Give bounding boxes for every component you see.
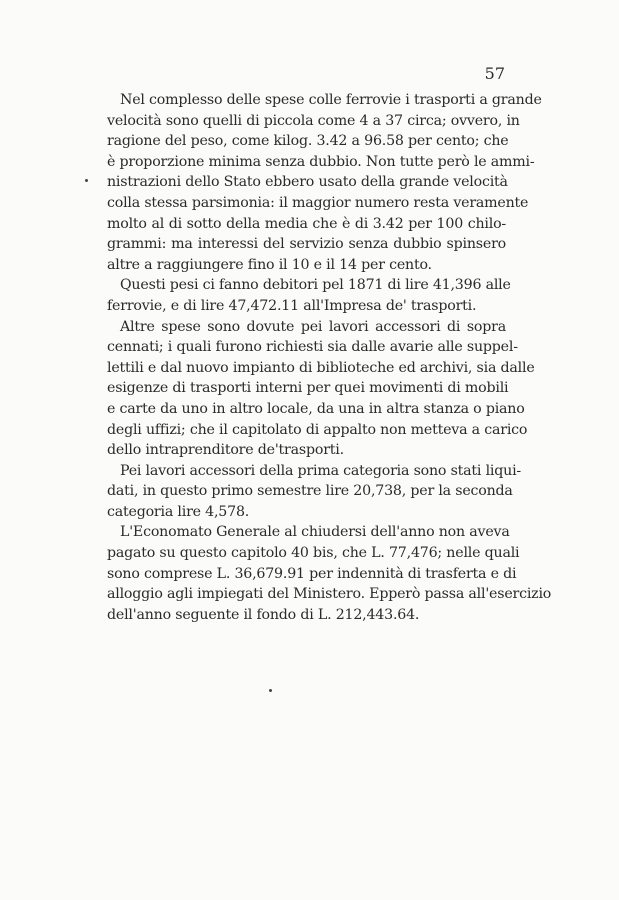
text-line: e carte da uno in altro locale, da una in altra stanza o piano [107,400,525,417]
paragraph [107,522,552,625]
text-line: esigenze di trasporti interni per quei movimenti di mobili [107,380,509,397]
text-line: L'Economato Generale al chiudersi dell'anno non aveva [120,524,510,541]
text-line: dello intraprenditore de'trasporti. [107,442,344,459]
text-line: alloggio agli impiegati del Ministero. Epperò passa all'esercizio [107,586,552,603]
scan-speck [269,689,272,692]
text-line: ragione del peso, come kilog. 3.42 a 96.58 per cento; che [107,133,509,150]
text-line: nistrazioni dello Stato ebbero usato della grande velocità [107,174,508,191]
text-line: cennati; i quali furono richiesti sia dalle avarie alle suppel- [107,339,518,356]
text-line: dati, in questo primo semestre lire 20,738, per la seconda [107,483,513,500]
text-line: colla stessa parsimonia: il maggior numero resta veramente [107,194,529,211]
text-line: degli uffizi; che il capitolato di appalto non metteva a carico [107,421,528,438]
paragraph [107,275,511,316]
text-line: categoria lire 4,578. [107,503,250,520]
text-line: Altre spese sono dovute pei lavori accessori di sopra [120,318,506,335]
text-line: altre a raggiungere fino il 10 e il 14 per cento. [107,256,432,273]
text-line: sono comprese L. 36,679.91 per indennità di trasferta e di [107,565,517,582]
text-line: dell'anno seguente il fondo di L. 212,443.64. [107,606,420,623]
text-line: Nel complesso delle spese colle ferrovie i trasporti a grande [120,92,542,108]
text-line: Pei lavori accessori della prima categoria sono stati liqui- [120,462,521,479]
text-line: Questi pesi ci fanno debitori pel 1871 di lire 41,396 alle [120,277,511,294]
text-line: velocità sono quelli di piccola come 4 a 37 circa; ovvero, in [107,112,520,129]
paragraph [107,90,542,275]
text-line: pagato su questo capitolo 40 bis, che L. 77,476; nelle quali [107,545,520,562]
scan-speck [85,179,88,182]
text-line: è proporzione minima senza dubbio. Non tutte però le ammi- [107,153,535,170]
page-number: 57 [484,64,505,83]
paragraph [107,317,535,461]
text-line: lettili e dal nuovo impianto di biblioteche ed archivi, sia dalle [107,359,535,376]
text-line: ferrovie, e di lire 47,472.11 all'Impresa de' trasporti. [107,297,477,314]
text-line: grammi: ma interessi del servizio senza dubbio spinsero [107,236,506,253]
text-line: molto al di sotto della media che è di 3.42 per 100 chilo- [107,215,506,232]
paragraph [107,461,521,523]
body-text [107,90,552,625]
